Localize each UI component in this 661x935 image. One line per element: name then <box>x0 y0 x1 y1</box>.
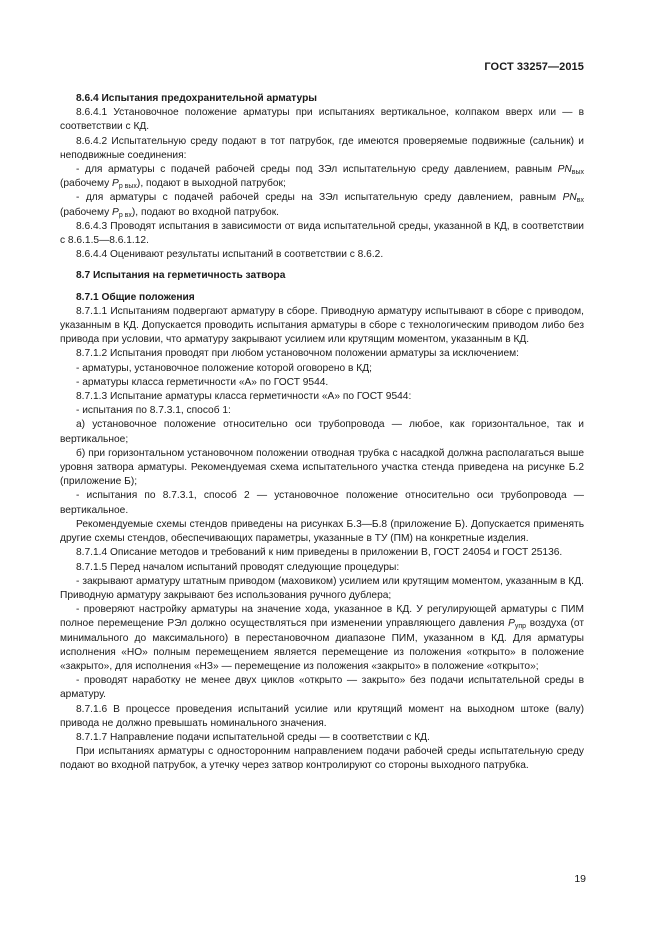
list-item: - для арматуры с подачей рабочей среды под ЗЭл испытательную среду давлением, равным $PN_{вых}$ (рабочему $P_{р вых}$), подают в выходной патрубок; <box>60 164 584 191</box>
list-item: - испытания по 8.7.3.1, способ 2 — установочное положение относительно оси трубопровода — вертикальное. <box>60 490 584 516</box>
section-heading-8-6-4: 8.6.4 Испытания предохранительной арматуры <box>76 93 318 104</box>
paragraph-8-6-4-1: 8.6.4.1 Установочное положение арматуры при испытаниях вертикальное, колпаком вверх или — в соответствии с КД. <box>60 107 584 133</box>
paragraph-8-6-4-2: 8.6.4.2 Испытательную среду подают в тот патрубок, где имеются проверяемые подвижные (сальник) и неподвижные соединения: <box>60 135 584 161</box>
spacer <box>60 262 584 269</box>
spacer <box>60 284 584 291</box>
paragraph-8-7-1-3: 8.7.1.3 Испытание арматуры класса герметичности «А» по ГОСТ 9544: <box>76 391 412 403</box>
paragraph-8-7-1-2: 8.7.1.2 Испытания проводят при любом установочном положении арматуры за исключением: <box>76 348 519 360</box>
subsection-heading-8-7-1: 8.7.1 Общие положения <box>76 291 195 303</box>
section-heading-8-7: 8.7 Испытания на герметичность затвора <box>76 270 286 282</box>
document-number: ГОСТ 33257—2015 <box>484 61 584 73</box>
paragraph-8-7-1-3-note: Рекомендуемые схемы стендов приведены на рисунках Б.3—Б.8 (приложение Б). Допускается применять другие схемы стендов, обеспечивающих параметры, указанные в ТУ (ПМ) на конкретные изделия. <box>60 518 584 545</box>
list-item: а) установочное положение относительно оси трубопровода — любое, как горизонтальное, так и вертикальное; <box>60 419 584 445</box>
list-item: - арматуры, установочное положение которой оговорено в КД; <box>76 362 372 374</box>
paragraph-8-7-1-1: 8.7.1.1 Испытаниям подвергают арматуру в сборе. Приводную арматуру испытывают в сборе с приводом, указанным в КД. Допускается проводить испытания арматуры в сборе с технологическим приводом либо без привода при условии, что арматуру закрывают усилием или крутящим моментом, указанным в КД. <box>60 305 584 346</box>
page-number: 19 <box>574 873 586 885</box>
paragraph-8-7-1-4: 8.7.1.4 Описание методов и требований к ним приведены в приложении В, ГОСТ 24054 и ГОСТ 25136. <box>76 547 563 559</box>
list-item: - испытания по 8.7.3.1, способ 1: <box>76 405 231 417</box>
list-item: - проверяют настройку арматуры на значение хода, указанное в КД. У регулирующей арматуры с ПИМ полное перемещение РЭл должно осуществляться при изменении управляющего давления $P_{упр}$ воздуха (от минимального до максимального) в перестановочном диапазоне ПИМ, указанном в КД. Для арматуры исполнения «НО» полным перемещением является перемещение из положения «открыто» в положение «закрыто», для исполнения «НЗ» — перемещение из положения «закрыто» в положение «открыто»; <box>60 604 584 672</box>
paragraph-8-7-1-6: 8.7.1.6 В процессе проведения испытаний усилие или крутящий момент на выходном штоке (валу) привода не должно превышать номинального значения. <box>60 703 584 729</box>
page-content <box>60 92 584 774</box>
paragraph-8-7-1-5: 8.7.1.5 Перед началом испытаний проводят следующие процедуры: <box>76 561 400 573</box>
paragraph-8-7-1-7: 8.7.1.7 Направление подачи испытательной среды — в соответствии с КД. <box>76 731 430 743</box>
paragraph-8-7-1-7-cont: При испытаниях арматуры с односторонним направлением подачи рабочей среды испытательную среду подают во входной патрубок, а утечку через затвор контролируют со стороны выходного патрубка. <box>60 746 584 772</box>
list-item: - арматуры класса герметичности «А» по ГОСТ 9544. <box>76 376 329 388</box>
paragraph-8-6-4-3: 8.6.4.3 Проводят испытания в зависимости от вида испытательной среды, указанной в КД, в соответствии с 8.6.1.5—8.6.1.12. <box>60 220 584 247</box>
paragraph-8-6-4-4: 8.6.4.4 Оценивают результаты испытаний в соответствии с 8.6.2. <box>76 249 384 261</box>
list-item: - проводят наработку не менее двух циклов «открыто — закрыто» без подачи испытательной среды в арматуру. <box>60 675 584 701</box>
list-item: - закрывают арматуру штатным приводом (маховиком) усилием или крутящим моментом, указанным в КД. Приводную арматуру закрывают без использования ручного дублера; <box>60 575 584 601</box>
list-item: б) при горизонтальном установочном положении отводная трубка с насадкой должна располагаться выше уровня затвора арматуры. Рекомендуемая схема испытательного участка стенда приведена на рисунке Б.2 (приложение Б); <box>60 447 584 488</box>
list-item: - для арматуры с подачей рабочей среды на ЗЭл испытательную среду давлением, равным $PN_{вх}$ (рабочему $P_{р вх}$), подают во входной патрубок. <box>60 192 584 219</box>
